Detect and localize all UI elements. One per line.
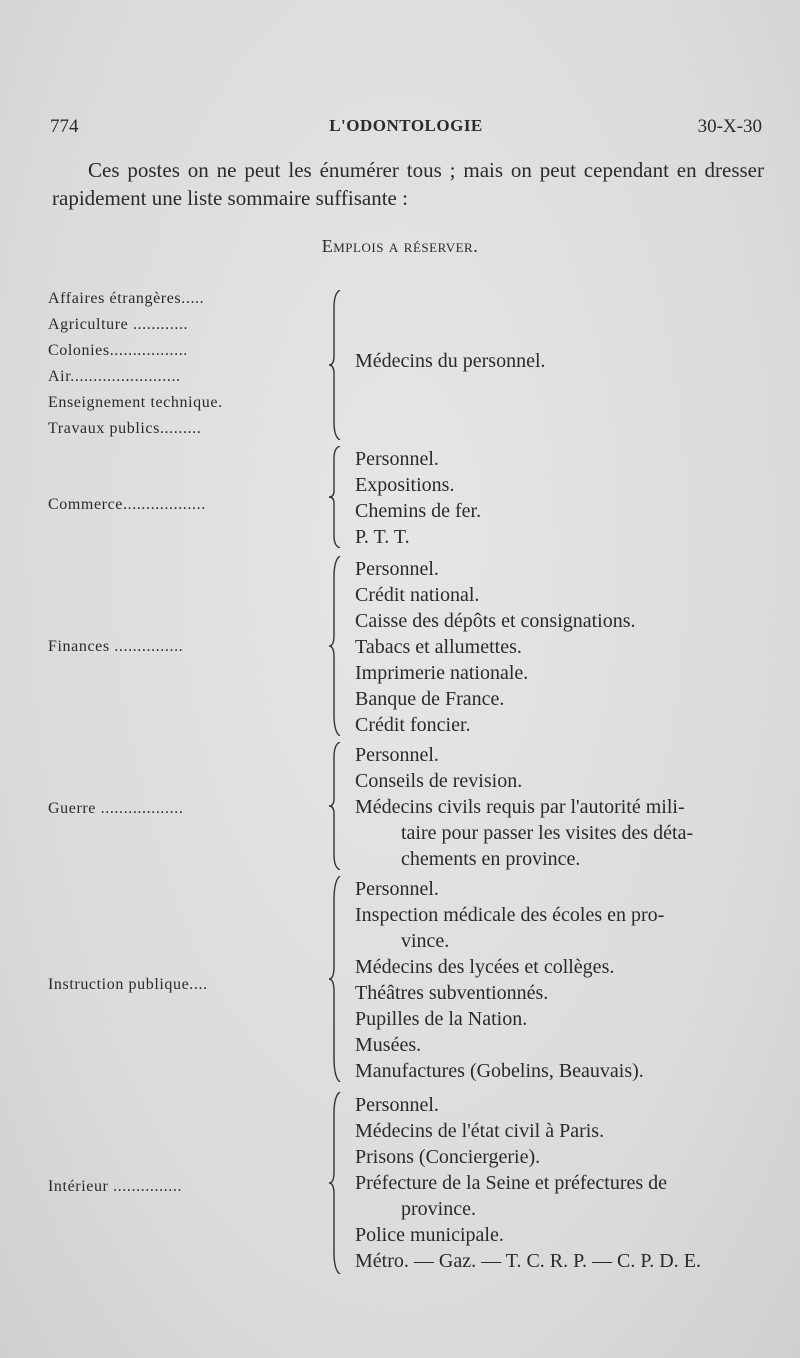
section-title bbox=[0, 236, 800, 257]
ministry-enseignement-technique: Enseignement technique. bbox=[48, 394, 223, 411]
finances-items bbox=[355, 556, 755, 738]
finances-item: Imprimerie nationale. bbox=[355, 662, 529, 684]
ministry-affaires-etrangeres: Affaires étrangères..... bbox=[48, 290, 205, 307]
commerce-item: Expositions. bbox=[355, 474, 455, 496]
page-number: 774 bbox=[50, 116, 79, 137]
brace-guerre bbox=[328, 742, 344, 870]
finances-item: Crédit national. bbox=[355, 584, 480, 606]
guerre-items bbox=[355, 742, 755, 872]
intro-paragraph: Ces postes on ne peut les énumérer tous ; mais on peut cependant en dresser rapidement une liste sommaire suffisante : bbox=[52, 158, 764, 210]
instruction-item: vince. bbox=[401, 930, 450, 952]
commerce-item: Chemins de fer. bbox=[355, 500, 482, 522]
group1-entry: Médecins du personnel. bbox=[355, 350, 546, 372]
ministry-colonies: Colonies................. bbox=[48, 342, 188, 359]
interieur-item: Personnel. bbox=[355, 1094, 439, 1116]
finances-item: Personnel. bbox=[355, 558, 439, 580]
brace-commerce bbox=[328, 446, 344, 548]
ministry-travaux-publics: Travaux publics......... bbox=[48, 420, 202, 437]
interieur-item: Police municipale. bbox=[355, 1224, 504, 1246]
commerce-items bbox=[355, 446, 755, 550]
ministry-agriculture: Agriculture ............ bbox=[48, 316, 189, 333]
instruction-item: Pupilles de la Nation. bbox=[355, 1008, 528, 1030]
instruction-item: Manufactures (Gobelins, Beauvais). bbox=[355, 1060, 644, 1082]
interieur-items bbox=[355, 1092, 755, 1274]
instruction-item: Théâtres subventionnés. bbox=[355, 982, 549, 1004]
commerce-item: Personnel. bbox=[355, 448, 439, 470]
finances-item: Tabacs et allumettes. bbox=[355, 636, 522, 658]
brace-finances bbox=[328, 556, 344, 736]
guerre-item: chements en province. bbox=[401, 848, 581, 870]
finances-item: Caisse des dépôts et consignations. bbox=[355, 610, 636, 632]
ministry-guerre: Guerre .................. bbox=[48, 800, 184, 817]
ministry-finances: Finances ............... bbox=[48, 638, 184, 655]
issue-date: 30-X-30 bbox=[697, 116, 762, 137]
finances-item: Banque de France. bbox=[355, 688, 505, 710]
interieur-item: Préfecture de la Seine et préfectures de bbox=[355, 1172, 668, 1194]
guerre-item: Personnel. bbox=[355, 744, 439, 766]
guerre-item: Médecins civils requis par l'autorité mili- bbox=[355, 796, 685, 818]
instruction-item: Musées. bbox=[355, 1034, 422, 1056]
ministry-interieur: Intérieur ............... bbox=[48, 1178, 183, 1195]
ministry-air: Air........................ bbox=[48, 368, 181, 385]
instruction-item: Médecins des lycées et collèges. bbox=[355, 956, 615, 978]
ministry-commerce: Commerce.................. bbox=[48, 496, 206, 513]
interieur-item: province. bbox=[401, 1198, 476, 1220]
instruction-items bbox=[355, 876, 755, 1084]
commerce-item: P. T. T. bbox=[355, 526, 410, 548]
guerre-item: taire pour passer les visites des déta- bbox=[401, 822, 694, 844]
ministry-instruction-publique: Instruction publique.... bbox=[48, 976, 208, 993]
running-header bbox=[50, 116, 762, 142]
section-title-text: Emplois a réserver. bbox=[321, 236, 479, 256]
guerre-item: Conseils de revision. bbox=[355, 770, 523, 792]
interieur-item: Prisons (Conciergerie). bbox=[355, 1146, 541, 1168]
interieur-item: Médecins de l'état civil à Paris. bbox=[355, 1120, 605, 1142]
brace-interieur bbox=[328, 1092, 344, 1274]
finances-item: Crédit foncier. bbox=[355, 714, 471, 736]
journal-title: L'ODONTOLOGIE bbox=[329, 116, 483, 135]
brace-instruction bbox=[328, 876, 344, 1082]
interieur-item: Métro. — Gaz. — T. C. R. P. — C. P. D. E. bbox=[355, 1250, 701, 1272]
brace-group1 bbox=[328, 290, 344, 440]
instruction-item: Inspection médicale des écoles en pro- bbox=[355, 904, 665, 926]
instruction-item: Personnel. bbox=[355, 878, 439, 900]
